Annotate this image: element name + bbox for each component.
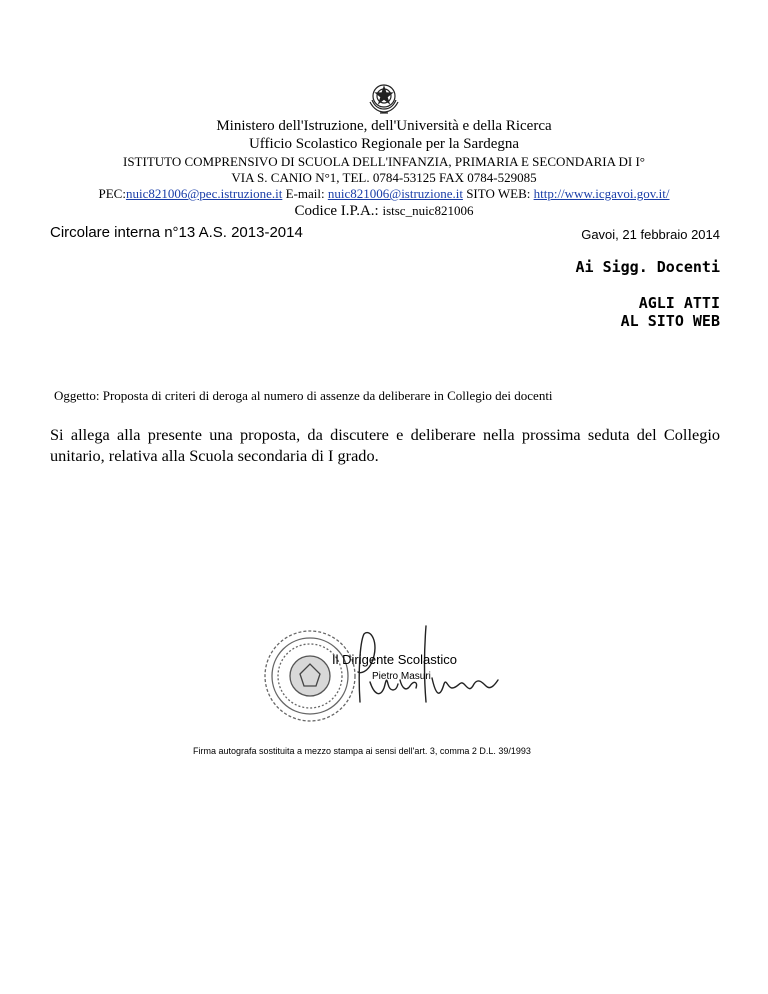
body-line-1: Si allega alla presente una proposta, da discutere e deliberare nella prossima seduta del Collegio <box>50 425 720 444</box>
recipient-records: AGLI ATTI <box>638 294 720 312</box>
signature-legal-note: Firma autografa sostituita a mezzo stampa ai sensi dell'art. 3, comma 2 D.L. 39/1993 <box>193 746 531 756</box>
website-link[interactable]: http://www.icgavoi.gov.it/ <box>533 186 670 201</box>
regional-office: Ufficio Scolastico Regionale per la Sardegna <box>248 136 520 152</box>
ipa-code <box>0 203 768 220</box>
ipa-value: istsc_nuic821006 <box>382 203 474 218</box>
ministry-name: Ministero dell'Istruzione, dell'Università e della Ricerca <box>216 118 552 134</box>
ipa-label: Codice I.P.A.: <box>294 203 379 219</box>
signatory-title: Il Dirigente Scolastico <box>332 652 457 667</box>
email-label: E-mail: <box>285 186 325 201</box>
pec-label: PEC: <box>98 186 126 201</box>
body-line-2: unitario, relativa alla Scuola secondaria di I grado. <box>50 446 379 465</box>
handwritten-signature-icon <box>340 622 500 712</box>
contact-line <box>0 186 768 202</box>
institute-address: VIA S. CANIO N°1, TEL. 0784-53125 FAX 0784-529085 <box>231 170 537 185</box>
circular-number: Circolare interna n°13 A.S. 2013-2014 <box>50 224 303 241</box>
recipient-website: AL SITO WEB <box>620 312 720 330</box>
signatory-name: Pietro Masuri <box>372 671 431 682</box>
institute-name: ISTITUTO COMPRENSIVO DI SCUOLA DELL'INFANZIA, PRIMARIA E SECONDARIA DI I° <box>122 154 645 169</box>
email-link[interactable]: nuic821006@istruzione.it <box>327 186 463 201</box>
pec-link[interactable]: nuic821006@pec.istruzione.it <box>125 186 283 201</box>
subject-line: Oggetto: Proposta di criteri di deroga al numero di assenze da deliberare in Collegio dei docenti <box>54 388 553 403</box>
place-date: Gavoi, 21 febbraio 2014 <box>581 227 720 242</box>
republic-emblem-icon <box>366 80 402 116</box>
recipient-teachers: Ai Sigg. Docenti <box>575 258 720 276</box>
website-label: SITO WEB: <box>466 186 531 201</box>
